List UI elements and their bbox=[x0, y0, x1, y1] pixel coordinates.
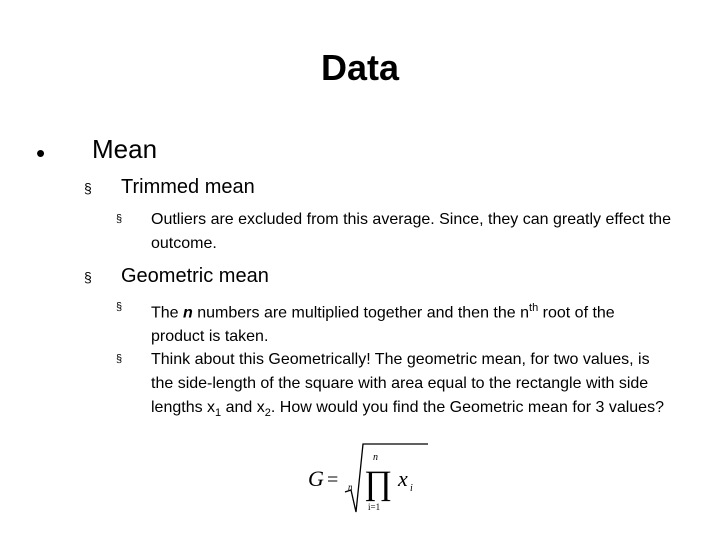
formula-root-index: n bbox=[348, 482, 353, 492]
formula-prod-upper: n bbox=[373, 452, 378, 463]
bullet-geometric-mean: Geometric mean bbox=[121, 265, 269, 287]
bullet-icon: § bbox=[84, 269, 92, 285]
formula-lhs: G bbox=[308, 466, 324, 491]
bullet-icon: § bbox=[84, 180, 92, 196]
bullet-geometric-text: Think about this Geometrically! The geometric mean, for two values, is the side-length of the square with area equal to the rectangle with side lengths $x_1$ and $x_2$. How would you find the Geometric mean for 3 values? bbox=[151, 351, 664, 420]
bullet-nth-root-text: The n numbers are multiplied together and then the $n^{th}$ root of the product is taken. bbox=[151, 302, 615, 346]
bullet-icon: § bbox=[116, 213, 123, 225]
formula-prod-symbol: ∏ bbox=[364, 465, 392, 502]
bullet-mean: Mean bbox=[92, 134, 158, 164]
formula-equals: = bbox=[327, 469, 339, 491]
bullet-icon: § bbox=[116, 301, 123, 313]
slide-title: Data bbox=[320, 47, 400, 88]
geometric-mean-formula bbox=[300, 440, 430, 518]
formula-term: x bbox=[398, 466, 408, 491]
formula-prod-lower: i=1 bbox=[368, 502, 381, 512]
bullet-icon: • bbox=[36, 138, 46, 168]
formula-term-sub: i bbox=[410, 483, 413, 494]
bullet-trimmed-mean: Trimmed mean bbox=[121, 176, 255, 198]
bullet-outliers-text: Outliers are excluded from this average. Since, they can greatly effect the outcome. bbox=[151, 211, 671, 252]
bullet-icon: § bbox=[116, 353, 123, 365]
